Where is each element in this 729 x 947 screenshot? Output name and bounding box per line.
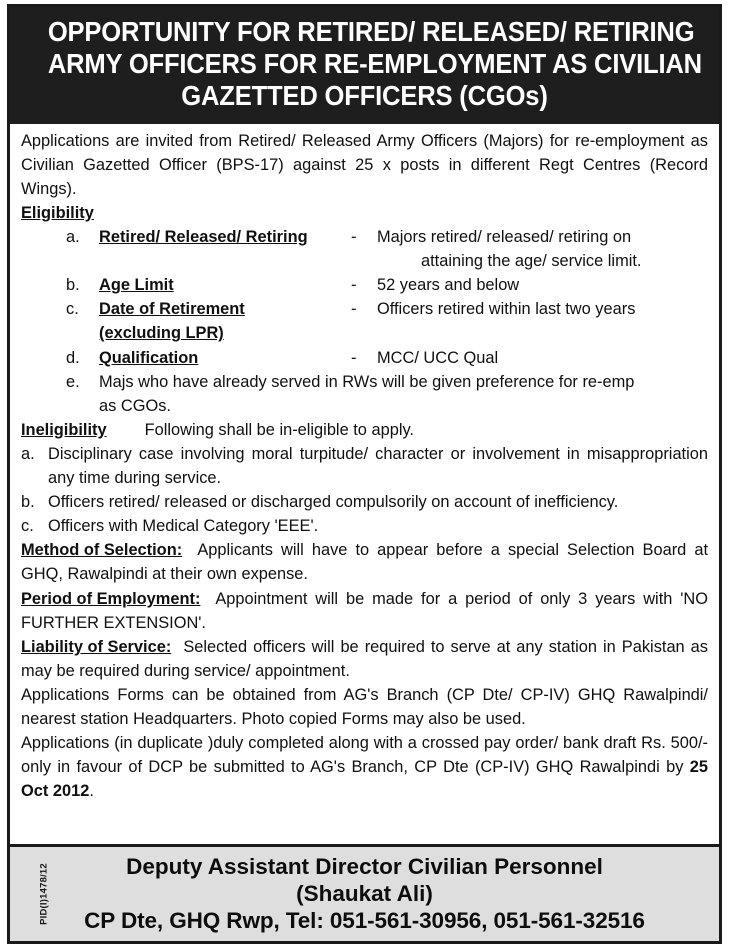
- pid-stamp: PID(I)1478/12: [38, 863, 50, 925]
- eligibility-item-a: [21, 225, 708, 249]
- advertisement-footer: [10, 844, 719, 941]
- ineligibility-heading: Ineligibility: [21, 420, 107, 439]
- eligibility-dash: -: [351, 348, 357, 367]
- eligibility-marker: a.: [66, 227, 80, 246]
- header-title-line-1: OPPORTUNITY FOR RETIRED/ RELEASED/ RETIRING: [47, 16, 695, 47]
- submission-text: Applications (in duplicate )duly completed along with a crossed pay order/ bank draft Rs. 500/- only in favour of DCP be submitted to AG's Branch, CP Dte (CP-IV) GHQ Rawalpindi by: [21, 734, 708, 777]
- period-of-employment-text: Appointment will be made for a period of only 3 years with 'NO FURTHER EXTENSION'.: [21, 589, 708, 632]
- submission-text-end: .: [89, 782, 94, 801]
- ineligibility-item-c: [21, 514, 708, 538]
- eligibility-term-continued-text: (excluding LPR): [99, 324, 224, 343]
- eligibility-term-continued: [21, 321, 708, 345]
- eligibility-description: 52 years and below: [377, 276, 520, 295]
- ineligibility-marker: c.: [21, 517, 34, 536]
- eligibility-item-d: [21, 346, 708, 370]
- application-forms-paragraph: Applications Forms can be obtained from AG's Branch (CP Dte/ CP-IV) GHQ Rawalpindi/ nearest station Headquarters. Photo copied Forms may also be used.: [21, 686, 708, 729]
- advertisement-header: [10, 7, 719, 124]
- eligibility-term: Date of Retirement: [99, 300, 245, 319]
- ineligibility-item-a: [21, 442, 708, 490]
- period-of-employment-heading: Period of Employment:: [21, 589, 201, 608]
- eligibility-item-e: [21, 370, 708, 394]
- eligibility-marker: b.: [66, 276, 80, 295]
- ineligibility-marker: a.: [21, 444, 35, 463]
- eligibility-marker: d.: [66, 348, 80, 367]
- method-of-selection-heading: Method of Selection:: [21, 541, 183, 560]
- eligibility-marker: c.: [66, 300, 79, 319]
- eligibility-description: MCC/ UCC Qual: [377, 348, 499, 367]
- header-title-line-2: ARMY OFFICERS FOR RE-EMPLOYMENT AS CIVILIAN: [47, 48, 702, 80]
- ineligibility-item-text: Disciplinary case involving moral turpitude/ character or involvement in misappropriation any time during service.: [48, 444, 708, 488]
- eligibility-term: Age Limit: [99, 276, 174, 295]
- eligibility-term: Retired/ Released/ Retiring: [99, 227, 308, 246]
- eligibility-heading-row: [21, 201, 708, 225]
- eligibility-dash: -: [351, 276, 357, 295]
- liability-of-service-text: Selected officers will be required to serve at any station in Pakistan as may be required during service/ appointment.: [21, 637, 708, 680]
- eligibility-heading: Eligibility: [21, 203, 94, 222]
- ineligibility-item-text: Officers with Medical Category 'EEE'.: [48, 517, 319, 536]
- eligibility-dash: -: [351, 300, 357, 319]
- submission-paragraph: [21, 731, 708, 803]
- eligibility-marker: e.: [66, 372, 80, 391]
- eligibility-list: [21, 225, 708, 418]
- method-of-selection-text: Applicants will have to appear before a special Selection Board at GHQ, Rawalpindi at their own expense.: [21, 541, 708, 584]
- submission-deadline-date: 25 Oct 2012: [21, 758, 708, 801]
- advertisement-frame: [7, 4, 722, 944]
- footer-contact: CP Dte, GHQ Rwp, Tel: 051-561-30956, 051-561-32516: [84, 908, 645, 933]
- eligibility-description: Officers retired within last two years: [377, 300, 636, 319]
- liability-of-service-heading: Liability of Service:: [21, 637, 172, 656]
- eligibility-item-e-text-continued: as CGOs.: [99, 396, 171, 415]
- ineligibility-marker: b.: [21, 493, 35, 512]
- eligibility-item-e-text: Majs who have already served in RWs will be given preference for re-emp: [99, 372, 635, 391]
- ineligibility-item-text: Officers retired/ released or discharged compulsorily on account of inefficiency.: [48, 493, 619, 512]
- ineligibility-list: [21, 442, 708, 538]
- ineligibility-heading-row: [21, 418, 708, 442]
- intro-paragraph: Applications are invited from Retired/ Released Army Officers (Majors) for re-employment as Civilian Gazetted Officer (BPS-17) against 25 x posts in different Regt Centres (Record Wings).: [21, 131, 708, 198]
- header-title-line-3: GAZETTED OFFICERS (CGOs): [181, 80, 548, 112]
- ineligibility-item-b: [21, 490, 708, 514]
- footer-officer-name: (Shaukat Ali): [296, 881, 433, 906]
- eligibility-dash: -: [351, 227, 357, 246]
- liability-of-service-paragraph: [21, 635, 708, 683]
- method-of-selection-paragraph: [21, 538, 708, 586]
- ineligibility-lead-text: Following shall be in-eligible to apply.: [144, 420, 414, 439]
- eligibility-description: Majors retired/ released/ retiring on: [377, 227, 632, 246]
- eligibility-item-b: [21, 273, 708, 297]
- eligibility-item-c: [21, 297, 708, 321]
- advertisement-body: [10, 124, 719, 844]
- eligibility-term: Qualification: [99, 348, 199, 367]
- footer-designation: Deputy Assistant Director Civilian Personnel: [126, 854, 603, 879]
- period-of-employment-paragraph: [21, 587, 708, 635]
- eligibility-description-continued: attaining the age/ service limit.: [421, 252, 642, 271]
